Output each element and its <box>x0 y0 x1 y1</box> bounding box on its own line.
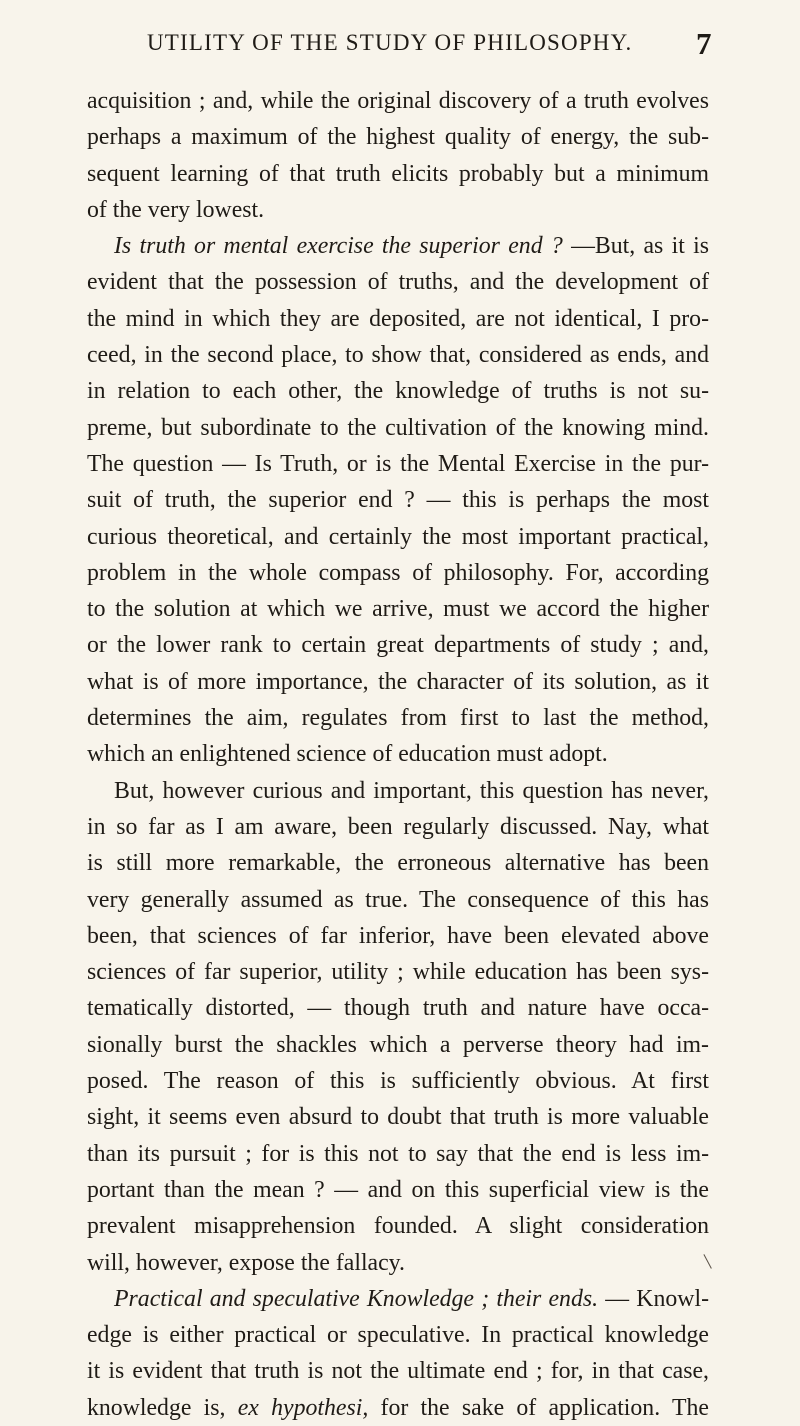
text-line: is still more remarkable, the erroneous alternative has been <box>87 850 709 877</box>
italic-phrase: Is truth or mental exercise the superior end ? <box>114 233 563 260</box>
text-line: what is of more importance, the character of its solution, as it <box>87 668 709 695</box>
text-line: prevalent misapprehension founded. A slight consideration <box>87 1213 709 1240</box>
text-line: determines the aim, regulates from first to last the method, <box>87 705 709 732</box>
text-line: The question — Is Truth, or is the Mental Exercise in the pur- <box>87 450 709 477</box>
text-line: will, however, expose the fallacy. <box>87 1249 405 1276</box>
italic-phrase: Practical and speculative Knowledge ; their ends. <box>114 1285 599 1312</box>
text-line: it is evident that truth is not the ultimate end ; for, in that case, <box>87 1358 709 1385</box>
text-line: in relation to each other, the knowledge of truths is not su- <box>87 378 709 405</box>
text-line: ceed, in the second place, to show that, considered as ends, and <box>87 342 709 369</box>
italic-phrase: ex hypothesi, <box>237 1394 369 1421</box>
page-number: 7 <box>696 26 712 61</box>
text-line: sionally burst the shackles which a perverse theory had im- <box>87 1031 709 1058</box>
text-line: or the lower rank to certain great departments of study ; and, <box>87 632 709 659</box>
text-line: portant than the mean ? — and on this superficial view is the <box>87 1176 709 1203</box>
text-line: which an enlightened science of education must adopt. <box>87 741 608 768</box>
text-line: suit of truth, the superior end ? — this is perhaps the most <box>87 487 709 514</box>
text-line: evident that the possession of truths, and the development of <box>87 269 709 296</box>
text-line: very generally assumed as true. The consequence of this has <box>87 886 709 913</box>
text-line: edge is either practical or speculative. In practical knowledge <box>87 1322 709 1349</box>
text-line: sight, it seems even absurd to doubt that truth is more valuable <box>87 1104 709 1131</box>
text-line: problem in the whole compass of philosophy. For, according <box>87 559 709 586</box>
text-line: perhaps a maximum of the highest quality of energy, the sub- <box>87 124 709 151</box>
text-line: curious theoretical, and certainly the most important practical, <box>87 523 709 550</box>
text-line: sciences of far superior, utility ; while education has been sys- <box>87 959 709 986</box>
text-line: in so far as I am aware, been regularly discussed. Nay, what <box>87 813 709 840</box>
text-line: of the very lowest. <box>87 196 265 223</box>
text-line: than its pursuit ; for is this not to say that the end is less im- <box>87 1140 709 1167</box>
body-text <box>87 83 709 1426</box>
text-line: tematically distorted, — though truth and nature have occa- <box>87 995 709 1022</box>
text-line: sequent learning of that truth elicits probably but a minimum <box>87 160 709 187</box>
page-header <box>0 26 800 70</box>
text-line: the mind in which they are deposited, are not identical, I pro- <box>87 305 709 332</box>
text-line: But, however curious and important, this question has never, <box>114 777 709 804</box>
text-line: preme, but subordinate to the cultivation of the knowing mind. <box>87 414 709 441</box>
text-line: acquisition ; and, while the original discovery of a truth evolves <box>87 88 709 114</box>
text-line-italic-lead: Is truth or mental exercise the superior end ? —But, as it is <box>114 233 709 260</box>
text-line-italic-lead: Practical and speculative Knowledge ; their ends. — Knowl- <box>114 1285 710 1312</box>
text-line: been, that sciences of far inferior, have been elevated above <box>87 922 709 949</box>
text-line-italic-inline: knowledge is, ex hypothesi, for the sake of application. The <box>87 1394 709 1421</box>
running-head: UTILITY OF THE STUDY OF PHILOSOPHY. <box>147 30 633 55</box>
text-line: posed. The reason of this is sufficiently obvious. At first <box>87 1068 709 1095</box>
text-line: to the solution at which we arrive, must we accord the higher <box>87 596 709 623</box>
